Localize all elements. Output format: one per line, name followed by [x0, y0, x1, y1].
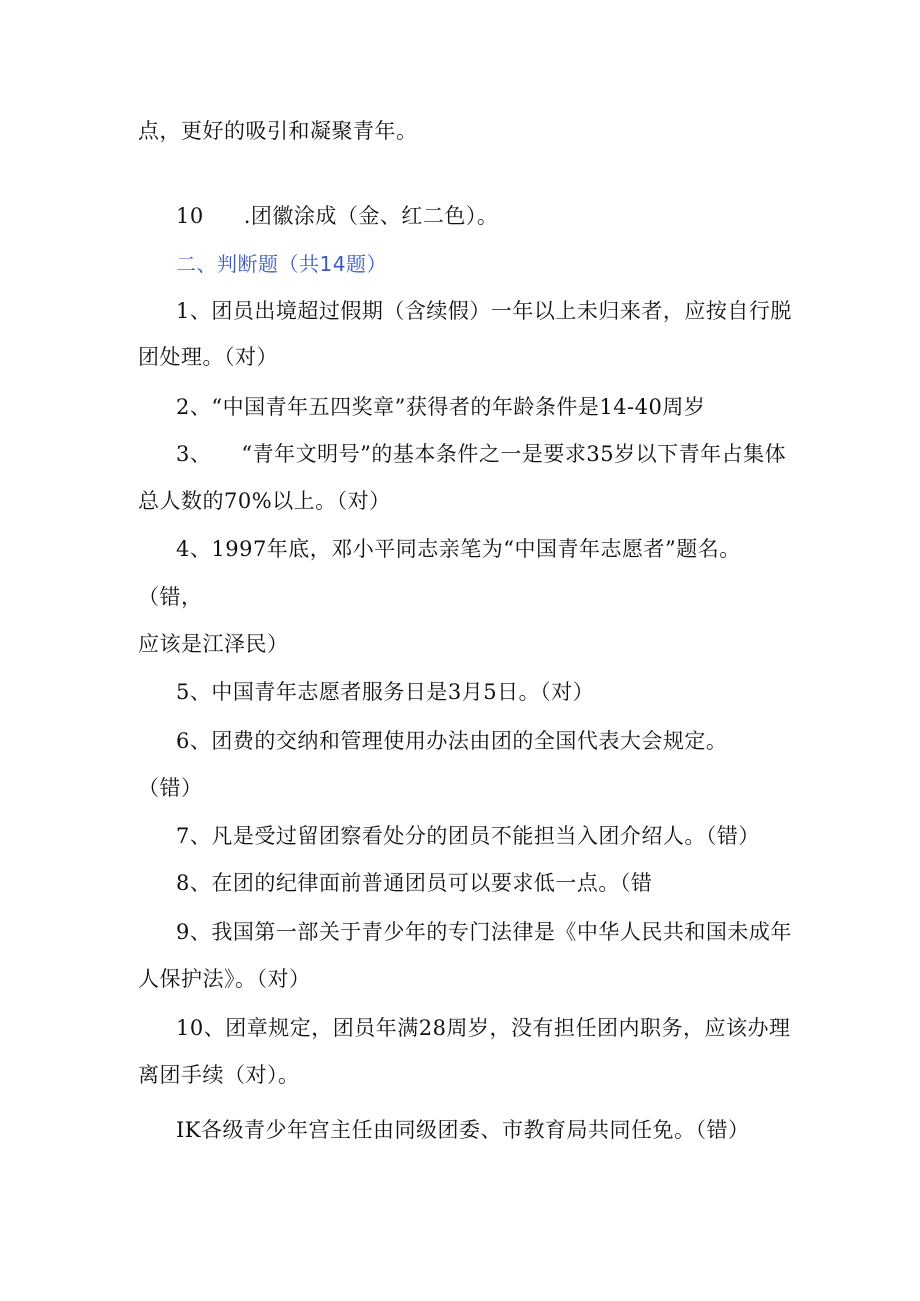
question-9-line-1: 9、我国第一部关于青少年的专门法律是《中华人民共和国未成年 — [176, 920, 792, 944]
question-11: IK各级青少年宫主任由同级团委、市教育局共同任免。（错） — [176, 1118, 750, 1142]
paragraph-line: 点，更好的吸引和凝聚青年。 — [138, 119, 418, 143]
question-10-line-2: 离团手续（对）。 — [138, 1063, 300, 1087]
question-1-line-1: 1、团员出境超过假期（含续假）一年以上未归来者，应按自行脱 — [176, 299, 792, 323]
question-7: 7、凡是受过留团察看处分的团员不能担当入团介绍人。（错） — [176, 824, 760, 848]
question-4-line-3: 应该是江泽民） — [138, 632, 289, 656]
question-6-line-1: 6、团费的交纳和管理使用办法由团的全国代表大会规定。 — [176, 729, 728, 753]
section-heading: 二、判断题（共14题） — [176, 252, 387, 276]
item-text: .团徽涂成（金、红二色）。 — [243, 204, 499, 228]
question-10-line-1: 10、团章规定，团员年满28周岁，没有担任团内职务，应该办理 — [176, 1016, 791, 1040]
question-6-line-2: （错） — [138, 776, 203, 800]
question-4-line-1: 4、1997年底，邓小平同志亲笔为“中国青年志愿者”题名。 — [176, 537, 741, 561]
item-number: 10 — [176, 204, 204, 228]
question-9-line-2: 人保护法》。（对） — [138, 967, 311, 991]
question-3-line-1 — [176, 440, 786, 468]
question-1-line-2: 团处理。（对） — [138, 345, 278, 369]
item-number: 3、 — [176, 442, 212, 466]
item-text: “青年文明号”的基本条件之一是要求35岁以下青年占集体 — [241, 442, 787, 466]
question-2: 2、“中国青年五四奖章”获得者的年龄条件是14-40周岁 — [176, 395, 706, 419]
question-4-line-2: （错， — [138, 585, 203, 609]
item-10-line — [176, 202, 498, 230]
question-8: 8、在团的纪律面前普通团员可以要求低一点。（错 — [176, 871, 653, 895]
question-5: 5、中国青年志愿者服务日是3月5日。（对） — [176, 680, 595, 704]
question-3-line-2: 总人数的70%以上。（对） — [138, 489, 391, 513]
